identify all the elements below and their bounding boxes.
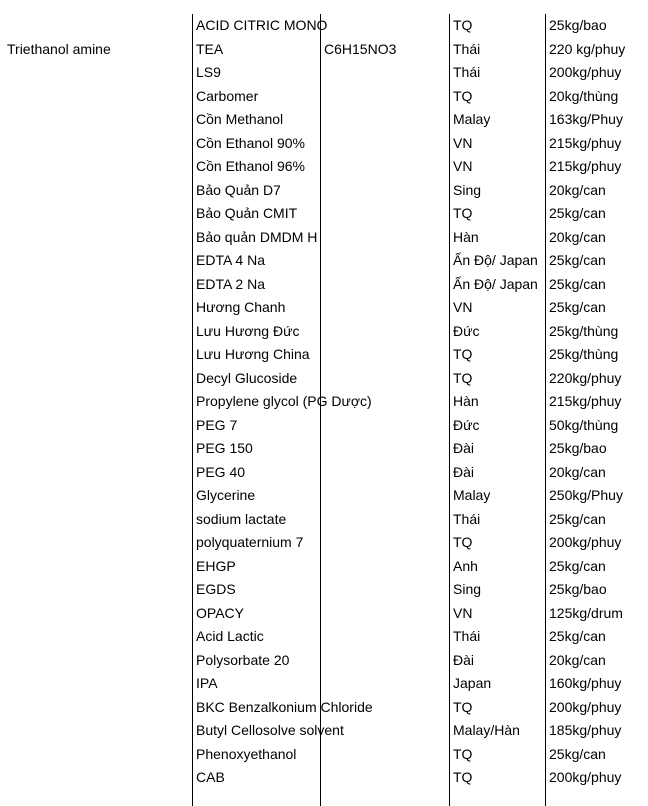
table-row xyxy=(0,226,648,250)
product-name-cell: Bảo quản DMDM H xyxy=(196,228,318,245)
product-name-cell: EDTA 4 Na xyxy=(196,252,265,268)
table-row xyxy=(0,461,648,485)
packaging-cell: 200kg/phuy xyxy=(549,64,622,80)
origin-cell: TQ xyxy=(453,698,473,715)
packaging-cell: 25kg/can xyxy=(549,745,606,762)
origin-cell: Đức xyxy=(453,416,480,433)
origin-cell: Malay xyxy=(453,111,491,127)
product-name-cell: Decyl Glucoside xyxy=(196,369,298,386)
packaging-cell: 20kg/can xyxy=(549,651,606,668)
table-row xyxy=(0,719,648,743)
packaging-cell: 200kg/phuy xyxy=(549,769,622,785)
table-row xyxy=(0,179,648,203)
origin-cell: Thái xyxy=(453,510,481,527)
table-row xyxy=(0,390,648,414)
product-name-cell: Cồn Methanol xyxy=(196,111,284,127)
origin-cell: Đức xyxy=(453,322,480,339)
table-row xyxy=(0,414,648,438)
table-row xyxy=(0,625,648,649)
table-row xyxy=(0,602,648,626)
packaging-cell: 160kg/phuy xyxy=(549,675,622,691)
table-row xyxy=(0,649,648,673)
table-row xyxy=(0,484,648,508)
packaging-cell: 25kg/thùng xyxy=(549,322,619,339)
packaging-cell: 185kg/phuy xyxy=(549,722,622,738)
table-row xyxy=(0,531,648,555)
packaging-cell: 25kg/can xyxy=(549,252,606,268)
product-name-cell: EGDS xyxy=(196,581,236,597)
table-row xyxy=(0,85,648,109)
origin-cell: TQ xyxy=(453,87,473,104)
product-name-cell: polyquaternium 7 xyxy=(196,534,304,550)
product-name-cell: Phenoxyethanol xyxy=(196,745,297,762)
product-name-cell: ACID CITRIC MONO xyxy=(196,17,328,33)
product-name-cell: Cồn Ethanol 96% xyxy=(196,158,305,174)
packaging-cell: 25kg/bao xyxy=(549,440,607,456)
product-name-cell: EHGP xyxy=(196,557,236,574)
packaging-cell: 25kg/thùng xyxy=(549,346,619,362)
origin-cell: VN xyxy=(453,299,473,315)
origin-cell: Sing xyxy=(453,181,482,198)
product-name-cell: Acid Lactic xyxy=(196,628,264,644)
packaging-cell: 25kg/can xyxy=(549,628,606,644)
origin-cell: VN xyxy=(453,604,473,621)
origin-cell: Đài xyxy=(453,463,475,480)
product-name-cell: Cồn Ethanol 90% xyxy=(196,134,305,151)
packaging-cell: 25kg/bao xyxy=(549,17,607,33)
packaging-cell: 25kg/can xyxy=(549,510,606,527)
product-name-cell: sodium lactate xyxy=(196,510,287,527)
packaging-cell: 25kg/can xyxy=(549,205,606,221)
product-name-cell: BKC Benzalkonium Chloride xyxy=(196,698,373,715)
origin-cell: VN xyxy=(453,134,473,151)
origin-cell: TQ xyxy=(453,346,473,362)
packaging-cell: 163kg/Phuy xyxy=(549,111,623,127)
product-name-cell: TEA xyxy=(196,40,224,57)
packaging-cell: 25kg/can xyxy=(549,299,606,315)
table-row xyxy=(0,555,648,579)
packaging-cell: 25kg/bao xyxy=(549,581,607,597)
formula-cell: C6H15NO3 xyxy=(324,40,397,57)
origin-cell: Thái xyxy=(453,64,481,80)
product-name-cell: Carbomer xyxy=(196,87,259,104)
product-name-cell: Lưu Hương Đức xyxy=(196,322,300,339)
product-name-cell: EDTA 2 Na xyxy=(196,275,265,292)
packaging-cell: 25kg/can xyxy=(549,275,606,292)
packaging-cell: 220kg/phuy xyxy=(549,369,622,386)
product-name-cell: Glycerine xyxy=(196,487,256,503)
table-row xyxy=(0,273,648,297)
table-row xyxy=(0,155,648,179)
origin-cell: Malay xyxy=(453,487,491,503)
origin-cell: TQ xyxy=(453,745,473,762)
product-name-cell: OPACY xyxy=(196,604,244,621)
origin-cell: Hàn xyxy=(453,393,479,409)
product-name-cell: Propylene glycol (PG Dược) xyxy=(196,393,372,409)
table-row xyxy=(0,249,648,273)
table-row xyxy=(0,367,648,391)
product-name-cell: Lưu Hương China xyxy=(196,346,310,362)
packaging-cell: 20kg/can xyxy=(549,181,606,198)
origin-cell: Sing xyxy=(453,581,482,597)
product-name-cell: PEG 7 xyxy=(196,416,238,433)
packaging-cell: 20kg/can xyxy=(549,228,606,245)
origin-cell: TQ xyxy=(453,205,473,221)
product-name-cell: LS9 xyxy=(196,64,221,80)
table-row xyxy=(0,508,648,532)
product-name-cell: Butyl Cellosolve solvent xyxy=(196,722,344,738)
row-label-cell: Triethanol amine xyxy=(7,40,111,57)
packaging-cell: 25kg/can xyxy=(549,557,606,574)
table-row xyxy=(0,696,648,720)
packaging-cell: 200kg/phuy xyxy=(549,534,622,550)
origin-cell: Đài xyxy=(453,651,475,668)
packaging-cell: 50kg/thùng xyxy=(549,416,619,433)
table-row xyxy=(0,343,648,367)
table-row xyxy=(0,108,648,132)
product-name-cell: Hương Chanh xyxy=(196,299,286,315)
table-row xyxy=(0,437,648,461)
table-row xyxy=(0,672,648,696)
product-name-cell: Polysorbate 20 xyxy=(196,651,290,668)
packaging-cell: 20kg/thùng xyxy=(549,87,619,104)
product-name-cell: PEG 150 xyxy=(196,440,253,456)
origin-cell: Ấn Độ/ Japan xyxy=(453,252,538,268)
product-name-cell: Bảo Quản CMIT xyxy=(196,205,298,221)
packaging-cell: 250kg/Phuy xyxy=(549,487,623,503)
table-row xyxy=(0,743,648,767)
origin-cell: Japan xyxy=(453,675,492,691)
packaging-cell: 215kg/phuy xyxy=(549,134,622,151)
table-row xyxy=(0,578,648,602)
packaging-cell: 125kg/drum xyxy=(549,604,623,621)
packaging-cell: 200kg/phuy xyxy=(549,698,622,715)
packaging-cell: 20kg/can xyxy=(549,463,606,480)
origin-cell: Hàn xyxy=(453,228,479,245)
table-row xyxy=(0,296,648,320)
table-row xyxy=(0,202,648,226)
origin-cell: Đài xyxy=(453,440,475,456)
origin-cell: TQ xyxy=(453,534,473,550)
table-row xyxy=(0,61,648,85)
table-row xyxy=(0,766,648,790)
origin-cell: Anh xyxy=(453,557,478,574)
origin-cell: VN xyxy=(453,158,473,174)
origin-cell: Thái xyxy=(453,40,481,57)
table-row xyxy=(0,132,648,156)
origin-cell: Thái xyxy=(453,628,481,644)
origin-cell: TQ xyxy=(453,769,473,785)
packaging-cell: 215kg/phuy xyxy=(549,393,622,409)
origin-cell: TQ xyxy=(453,17,473,33)
product-name-cell: Bảo Quản D7 xyxy=(196,181,281,198)
product-name-cell: PEG 40 xyxy=(196,463,246,480)
origin-cell: TQ xyxy=(453,369,473,386)
origin-cell: Malay/Hàn xyxy=(453,722,520,738)
packaging-cell: 220 kg/phuy xyxy=(549,40,626,57)
product-name-cell: CAB xyxy=(196,769,225,785)
table-row xyxy=(0,38,648,62)
packaging-cell: 215kg/phuy xyxy=(549,158,622,174)
origin-cell: Ấn Độ/ Japan xyxy=(453,275,538,292)
table-row xyxy=(0,14,648,38)
product-name-cell: IPA xyxy=(196,675,218,691)
table-row xyxy=(0,320,648,344)
